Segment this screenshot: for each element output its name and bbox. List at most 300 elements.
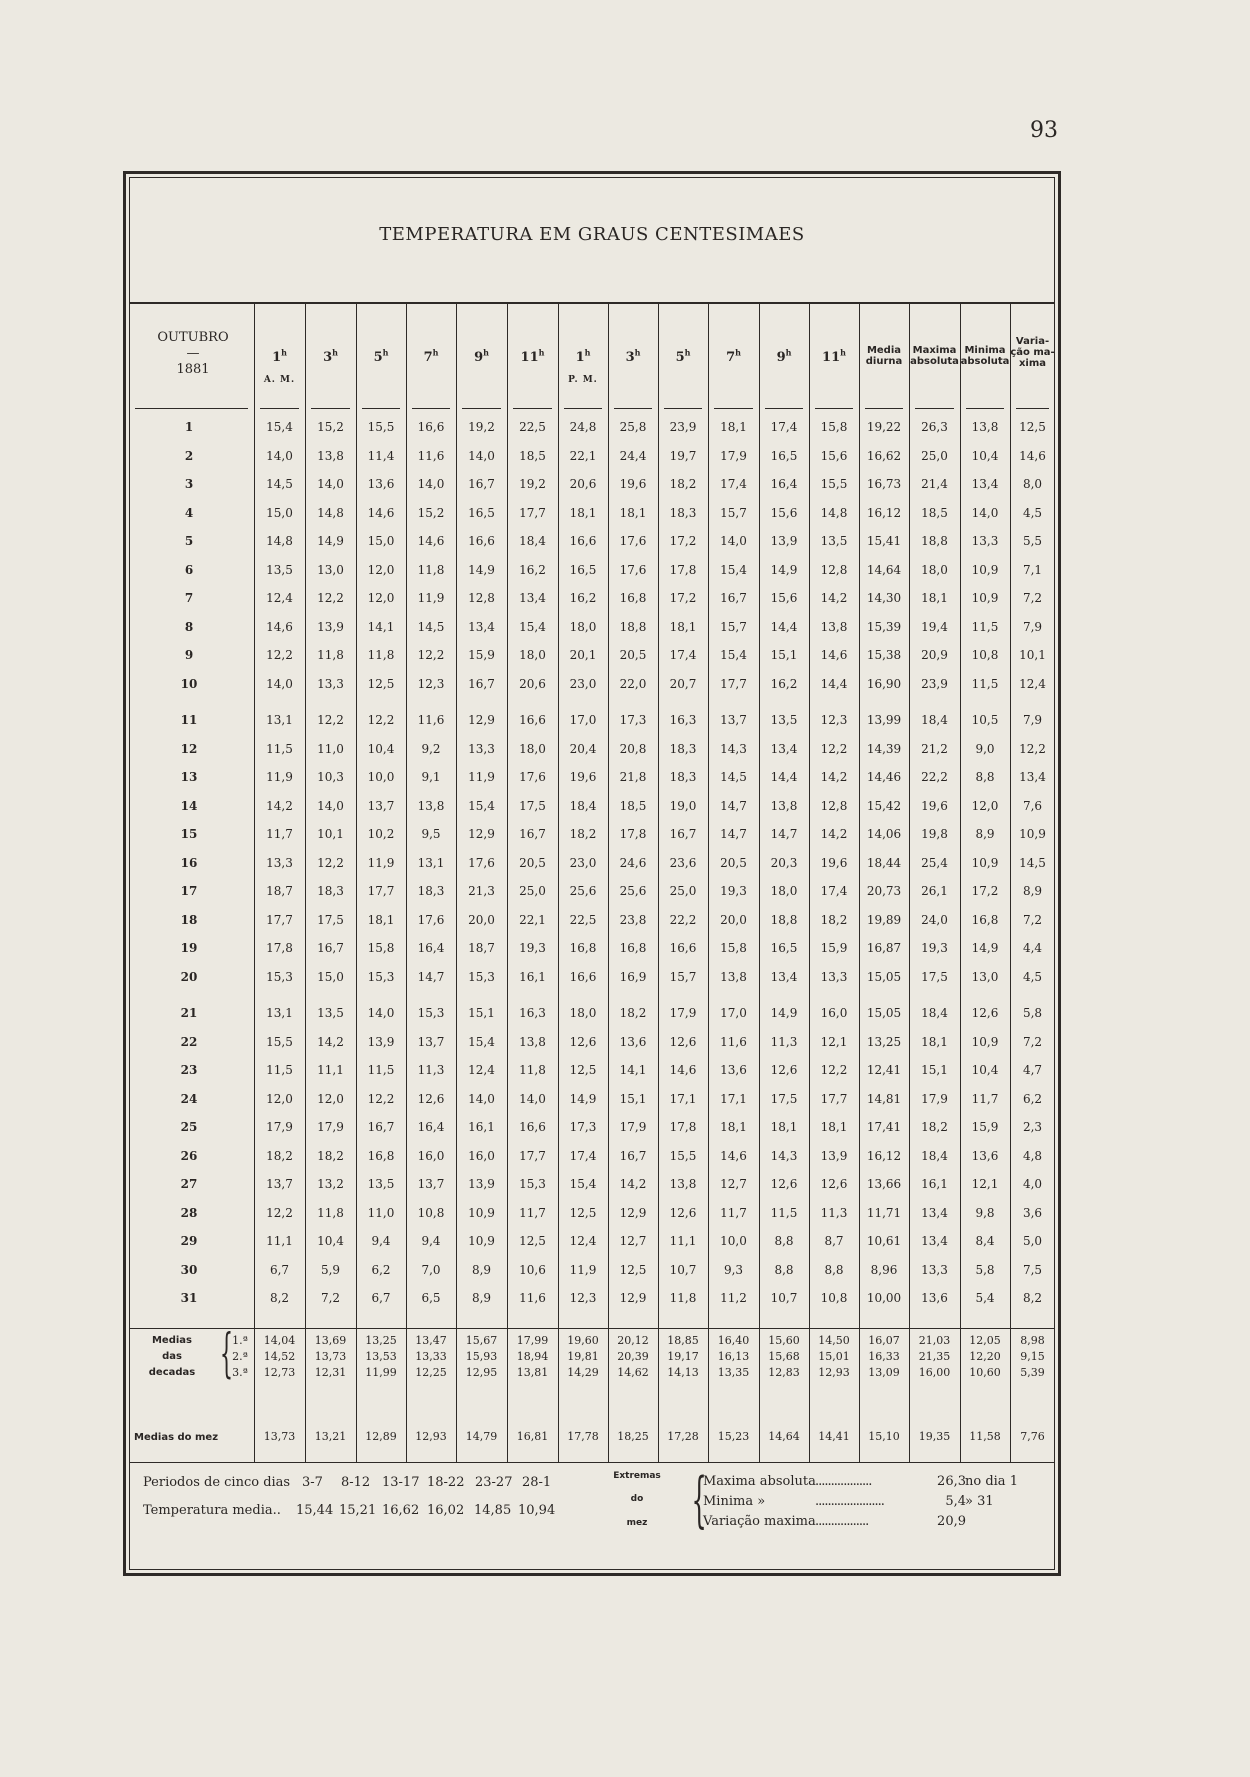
- temperature-value: 18,1: [770, 1120, 798, 1134]
- hour-header: [254, 346, 305, 385]
- extreme-value: 26,3: [937, 1474, 966, 1489]
- temperature-value: 16,7: [367, 1120, 395, 1134]
- extreme-leader: .................: [815, 1514, 869, 1529]
- temperature-value: 19,3: [921, 941, 948, 955]
- temperature-value: 16,5: [770, 941, 798, 955]
- header-bottom-rule: [1016, 408, 1049, 409]
- temperature-value: 23,0: [569, 676, 597, 691]
- temperature-value: 18,2: [820, 912, 848, 927]
- temperature-value: 20,3: [770, 855, 798, 870]
- temperature-value: 10,3: [317, 770, 344, 784]
- temperature-value: 12,8: [820, 798, 848, 813]
- decades-top-rule: [129, 1328, 1055, 1329]
- temperature-value: 10,9: [468, 1234, 495, 1248]
- temperature-value: 14,06: [866, 827, 902, 841]
- header-bottom-rule: [260, 408, 299, 409]
- temperature-value: 11,7: [720, 1205, 747, 1220]
- decade-mean-value: 12,31: [314, 1366, 347, 1379]
- temperature-value: 11,6: [720, 1034, 747, 1049]
- temperature-value: 13,7: [417, 1177, 445, 1191]
- temperature-value: 13,9: [367, 1034, 395, 1049]
- temperature-value: 16,0: [417, 1148, 445, 1163]
- decade-mean-value: 13,33: [415, 1350, 447, 1363]
- temperature-value: 20,73: [866, 884, 902, 898]
- temperature-value: 16,5: [468, 505, 495, 520]
- temperature-value: 12,4: [266, 591, 293, 605]
- temperature-value: 12,6: [770, 1177, 798, 1191]
- temperature-value: 18,2: [266, 1148, 293, 1163]
- hour-header: [456, 346, 507, 375]
- temperature-value: 17,2: [669, 534, 697, 548]
- temperature-value: 13,9: [820, 1148, 848, 1163]
- temperature-value: 20,0: [468, 912, 495, 927]
- decades-label-line: das: [162, 1351, 182, 1362]
- temperature-value: 15,8: [820, 420, 848, 434]
- temperature-value: 12,9: [619, 1205, 647, 1220]
- temperature-value: 12,6: [417, 1091, 445, 1106]
- temperature-value: 18,4: [569, 798, 597, 813]
- hour-suffix: h: [538, 347, 545, 358]
- temperature-value: 18,0: [519, 741, 546, 756]
- temperature-value: 16,8: [619, 941, 647, 955]
- temperature-value: 13,8: [971, 420, 999, 434]
- temperature-value: 18,0: [770, 884, 798, 898]
- header-bottom-rule: [412, 408, 450, 409]
- temperature-value: 11,6: [519, 1291, 546, 1305]
- temperature-value: 15,0: [367, 534, 395, 548]
- temperature-value: 19,3: [519, 941, 546, 955]
- temperature-value: 20,9: [921, 648, 948, 662]
- hour-number: 5: [373, 350, 383, 365]
- hour-suffix: h: [735, 347, 741, 358]
- temperature-value: 13,5: [770, 713, 798, 727]
- decade-mean-value: 12,83: [768, 1366, 800, 1379]
- day-number: 20: [180, 969, 198, 984]
- temperature-value: 9,4: [421, 1234, 441, 1248]
- temperature-value: 8,0: [1022, 477, 1043, 491]
- temperature-value: 26,1: [921, 884, 948, 898]
- temperature-value: 14,0: [468, 448, 495, 463]
- temperature-value: 12,5: [1019, 420, 1046, 434]
- temperature-value: 14,81: [866, 1091, 902, 1106]
- day-number: 5: [184, 534, 194, 548]
- temperature-value: 12,4: [1019, 676, 1046, 691]
- temperature-value: 16,8: [619, 591, 647, 605]
- header-bottom-rule: [564, 408, 602, 409]
- temperature-value: 13,8: [417, 798, 445, 813]
- temperature-value: 18,3: [669, 770, 697, 784]
- temperature-value: 13,0: [971, 969, 999, 984]
- temperature-value: 19,22: [866, 420, 902, 434]
- temperature-value: 10,9: [971, 855, 999, 870]
- temperature-value: 15,0: [317, 969, 344, 984]
- hour-number: 3: [323, 350, 333, 365]
- temperature-value: 14,2: [266, 798, 293, 813]
- temperature-value: 17,9: [921, 1091, 948, 1106]
- temperature-value: 20,6: [569, 477, 597, 491]
- temperature-value: 14,9: [770, 1006, 798, 1020]
- temperature-value: 10,4: [971, 1063, 999, 1077]
- temperature-value: 16,6: [519, 713, 546, 727]
- temperature-value: 14,4: [820, 676, 848, 691]
- temperature-value: 25,8: [619, 420, 647, 434]
- extreme-value: 20,9: [937, 1514, 966, 1529]
- temperature-value: 17,9: [619, 1120, 647, 1134]
- extreme-suffix: no dia 1: [965, 1474, 1018, 1489]
- temperature-value: 12,2: [1019, 741, 1046, 756]
- temperature-value: 15,4: [468, 798, 495, 813]
- temperature-value: 12,6: [669, 1205, 697, 1220]
- temperature-value: 11,8: [417, 562, 445, 577]
- decades-label-line: decadas: [148, 1367, 196, 1378]
- decade-mean-value: 12,20: [969, 1350, 1001, 1363]
- temperature-value: 10,8: [417, 1205, 445, 1220]
- temperature-value: 13,6: [619, 1034, 647, 1049]
- temperature-value: 13,3: [971, 534, 999, 548]
- temperature-value: 9,8: [975, 1205, 995, 1220]
- temperature-value: 16,8: [971, 912, 999, 927]
- temperature-value: 16,6: [417, 420, 445, 434]
- temperature-value: 13,8: [770, 798, 798, 813]
- hour-header: [809, 346, 859, 375]
- temperature-value: 7,9: [1022, 713, 1043, 727]
- temperature-value: 12,3: [820, 713, 848, 727]
- temperature-value: 11,8: [367, 648, 395, 662]
- decade-mean-value: 8,98: [1020, 1334, 1045, 1347]
- header-bottom-rule: [714, 408, 753, 409]
- temperature-value: 18,4: [921, 1148, 948, 1163]
- period-range: 28-1: [522, 1475, 552, 1490]
- temperature-value: 11,7: [266, 827, 293, 841]
- temperature-value: 17,9: [317, 1120, 344, 1134]
- temperature-value: 12,2: [266, 648, 293, 662]
- extremes-brace: {: [691, 1465, 707, 1535]
- temperature-value: 18,3: [317, 884, 344, 898]
- temperature-value: 11,9: [569, 1262, 597, 1277]
- month-header: [140, 330, 246, 378]
- temperature-value: 18,2: [317, 1148, 344, 1163]
- temperature-value: 12,9: [468, 827, 495, 841]
- temperature-value: 7,5: [1022, 1262, 1043, 1277]
- temperature-value: 11,8: [317, 648, 344, 662]
- summary-header-line: absoluta: [910, 356, 959, 367]
- summary-header-line: xima: [1018, 358, 1047, 369]
- temperature-value: 8,2: [269, 1291, 290, 1305]
- temperature-value: 10,7: [770, 1291, 798, 1305]
- hour-suffix: h: [483, 347, 489, 358]
- temperature-value: 15,4: [519, 619, 546, 634]
- decade-mean-value: 20,12: [617, 1334, 649, 1347]
- decade-mean-value: 21,35: [918, 1350, 951, 1363]
- temperature-value: 19,3: [720, 884, 747, 898]
- temperature-value: 15,41: [866, 534, 902, 548]
- decade-mean-value: 13,47: [415, 1334, 447, 1347]
- temperature-value: 7,2: [1022, 912, 1043, 927]
- temperature-value: 14,1: [619, 1063, 647, 1077]
- day-number: 12: [180, 741, 198, 756]
- temperature-value: 13,3: [921, 1262, 948, 1277]
- header-top-rule: [129, 302, 1055, 304]
- decade-mean-value: 19,60: [567, 1334, 599, 1347]
- temperature-value: 18,44: [866, 855, 902, 870]
- temperature-value: 17,5: [770, 1091, 798, 1106]
- temperature-value: 16,7: [619, 1148, 647, 1163]
- temperature-value: 15,1: [770, 648, 798, 662]
- temperature-value: 17,7: [820, 1091, 848, 1106]
- temperature-value: 10,4: [367, 741, 395, 756]
- period-range: 3-7: [302, 1475, 323, 1490]
- temperature-value: 20,6: [519, 676, 546, 691]
- temperature-value: 11,3: [417, 1063, 445, 1077]
- temperature-value: 13,9: [468, 1177, 495, 1191]
- day-number: 11: [180, 713, 198, 727]
- hour-header: [406, 346, 456, 375]
- extreme-label: Variação maxima: [703, 1514, 816, 1529]
- month-mean-value: 12,93: [415, 1430, 447, 1443]
- summary-header: [859, 345, 909, 367]
- decade-mean-value: 16,40: [717, 1334, 750, 1347]
- temperature-value: 16,6: [569, 969, 597, 984]
- temperature-value: 8,4: [975, 1234, 995, 1248]
- hour-number: 9: [474, 350, 484, 365]
- decade-mean-value: 14,52: [263, 1350, 296, 1363]
- temperature-value: 17,4: [569, 1148, 597, 1163]
- temperature-value: 6,7: [269, 1262, 290, 1277]
- temperature-value: 14,9: [569, 1091, 597, 1106]
- temperature-value: 13,3: [266, 855, 293, 870]
- hour-number: 11: [520, 350, 539, 365]
- temperature-value: 19,2: [468, 420, 495, 434]
- temperature-value: 19,2: [519, 477, 546, 491]
- header-bottom-rule: [462, 408, 501, 409]
- temperature-value: 19,7: [669, 448, 697, 463]
- hour-header: [658, 346, 708, 375]
- temperature-value: 14,5: [1019, 855, 1046, 870]
- summary-header: [909, 345, 960, 367]
- temperature-value: 14,7: [770, 827, 798, 841]
- temperature-value: 16,0: [820, 1006, 848, 1020]
- decade-mean-value: 16,07: [868, 1334, 900, 1347]
- decade-mean-value: 12,95: [465, 1366, 498, 1379]
- extreme-label: Maxima absoluta: [703, 1474, 816, 1489]
- temperature-value: 15,8: [367, 941, 395, 955]
- temperature-value: 22,5: [519, 420, 546, 434]
- temperature-value: 13,3: [468, 741, 495, 756]
- hour-header: [708, 346, 759, 375]
- month-year: 1881: [176, 362, 210, 377]
- temperature-value: 16,3: [519, 1006, 546, 1020]
- period-temperature: 15,44: [296, 1503, 334, 1518]
- temperature-value: 7,0: [421, 1262, 441, 1277]
- decade-mean-value: 15,68: [768, 1350, 800, 1363]
- temperature-value: 24,8: [569, 420, 597, 434]
- temperature-value: 10,6: [519, 1262, 546, 1277]
- temperature-value: 18,5: [619, 798, 647, 813]
- day-number: 1: [184, 420, 194, 434]
- day-number: 14: [180, 798, 198, 813]
- hour-header: [608, 346, 658, 375]
- temperature-value: 13,2: [317, 1177, 344, 1191]
- temperature-value: 13,8: [669, 1177, 697, 1191]
- temperature-value: 14,9: [468, 562, 495, 577]
- temperature-value: 14,9: [317, 534, 344, 548]
- temperature-value: 8,8: [774, 1234, 794, 1248]
- table-title: TEMPERATURA EM GRAUS CENTESIMAES: [379, 224, 805, 245]
- temperature-value: 15,3: [417, 1006, 445, 1020]
- temperature-value: 13,7: [720, 713, 747, 727]
- temperature-value: 16,6: [569, 534, 597, 548]
- temperature-value: 20,7: [669, 676, 697, 691]
- temperature-value: 12,4: [468, 1063, 495, 1077]
- temperature-value: 18,1: [569, 505, 597, 520]
- temperature-value: 5,8: [1022, 1006, 1043, 1020]
- day-number: 18: [180, 912, 198, 927]
- period-range: 23-27: [475, 1475, 513, 1490]
- temperature-value: 17,0: [720, 1006, 747, 1020]
- temperature-value: 17,2: [971, 884, 999, 898]
- temperature-value: 15,6: [770, 591, 798, 605]
- decades-label-line: Medias: [151, 1335, 193, 1346]
- temperature-value: 9,4: [371, 1234, 391, 1248]
- temperature-value: 11,1: [266, 1234, 293, 1248]
- temperature-value: 6,2: [1022, 1091, 1043, 1106]
- temperature-value: 13,4: [971, 477, 999, 491]
- temperature-value: 16,6: [468, 534, 495, 548]
- temperature-value: 3,6: [1022, 1205, 1043, 1220]
- temperature-value: 12,6: [971, 1006, 999, 1020]
- temperature-value: 10,9: [971, 1034, 999, 1049]
- temperature-value: 14,0: [468, 1091, 495, 1106]
- month-name: OUTUBRO: [157, 330, 229, 345]
- month-mean-value: 13,73: [263, 1430, 296, 1443]
- temperature-value: 12,5: [367, 676, 395, 691]
- temperature-value: 14,6: [367, 505, 395, 520]
- decade-mean-value: 21,03: [918, 1334, 951, 1347]
- day-number: 16: [180, 855, 198, 870]
- temperature-value: 15,3: [519, 1177, 546, 1191]
- decade-mean-value: 19,17: [667, 1350, 699, 1363]
- temperature-value: 10,5: [971, 713, 999, 727]
- temperature-value: 20,5: [720, 855, 747, 870]
- temperature-value: 12,1: [820, 1034, 848, 1049]
- temperature-value: 13,9: [317, 619, 344, 634]
- temperature-value: 18,0: [569, 619, 597, 634]
- temperature-value: 18,2: [921, 1120, 948, 1134]
- temperature-value: 15,4: [468, 1034, 495, 1049]
- temperature-value: 12,2: [317, 591, 344, 605]
- temperature-value: 8,2: [1022, 1291, 1043, 1305]
- temperature-value: 9,2: [421, 741, 441, 756]
- period-range: 8-12: [341, 1475, 371, 1490]
- temperature-value: 22,2: [921, 770, 948, 784]
- table-bottom-rule: [129, 1462, 1055, 1463]
- temperature-value: 20,5: [519, 855, 546, 870]
- decade-mean-value: 5,39: [1020, 1366, 1045, 1379]
- temperature-value: 14,6: [720, 1148, 747, 1163]
- hour-number: 5: [675, 350, 685, 365]
- day-number: 21: [180, 1006, 198, 1020]
- day-number: 30: [180, 1262, 198, 1277]
- temperature-value: 12,2: [417, 648, 445, 662]
- temperature-value: 25,0: [519, 884, 546, 898]
- temperature-value: 12,9: [468, 713, 495, 727]
- temperature-value: 10,1: [317, 827, 344, 841]
- temperature-value: 13,8: [720, 969, 747, 984]
- temperature-value: 15,7: [720, 619, 747, 634]
- temperature-value: 14,8: [317, 505, 344, 520]
- hour-suffix: h: [684, 347, 691, 358]
- temperature-value: 7,9: [1022, 619, 1043, 634]
- temperature-value: 16,7: [317, 941, 344, 955]
- temperature-value: 11,9: [367, 855, 395, 870]
- temperature-value: 12,5: [519, 1234, 546, 1248]
- temperature-value: 20,8: [619, 741, 647, 756]
- extremes-label-3: mez: [626, 1518, 648, 1528]
- temperature-value: 11,8: [519, 1063, 546, 1077]
- day-number: 22: [180, 1034, 198, 1049]
- temperature-value: 5,9: [320, 1262, 341, 1277]
- temperature-value: 14,6: [669, 1063, 697, 1077]
- temperature-value: 16,1: [468, 1120, 495, 1134]
- temperature-value: 18,2: [569, 827, 597, 841]
- temperature-value: 18,0: [569, 1006, 597, 1020]
- temperature-value: 19,8: [921, 827, 948, 841]
- header-bottom-rule: [362, 408, 400, 409]
- day-number: 29: [180, 1234, 198, 1248]
- decade-mean-value: 19,81: [567, 1350, 599, 1363]
- temperature-value: 6,7: [371, 1291, 391, 1305]
- temperature-value: 14,0: [367, 1006, 395, 1020]
- temperature-value: 11,0: [317, 741, 344, 756]
- temperature-value: 17,6: [619, 562, 647, 577]
- temperature-value: 11,8: [317, 1205, 344, 1220]
- temperature-value: 13,4: [468, 619, 495, 634]
- hour-suffix: h: [840, 347, 846, 358]
- temperature-value: 10,4: [317, 1234, 344, 1248]
- month-mean-value: 19,35: [918, 1430, 951, 1443]
- temperature-value: 11,5: [770, 1205, 798, 1220]
- temperature-value: 17,4: [720, 477, 747, 491]
- decade-mean-value: 15,93: [465, 1350, 498, 1363]
- decade-mean-value: 18,94: [516, 1350, 549, 1363]
- temperature-value: 16,7: [468, 676, 495, 691]
- decade-mean-value: 14,62: [617, 1366, 649, 1379]
- temperature-value: 16,4: [417, 941, 445, 955]
- decade-mean-value: 13,73: [314, 1350, 347, 1363]
- temperature-value: 17,9: [669, 1006, 697, 1020]
- temperature-value: 18,0: [519, 648, 546, 662]
- day-number: 4: [184, 505, 194, 520]
- temperature-value: 17,8: [669, 1120, 697, 1134]
- temperature-value: 12,2: [317, 855, 344, 870]
- temperature-value: 23,8: [619, 912, 647, 927]
- temperature-value: 14,6: [417, 534, 445, 548]
- temperature-value: 20,0: [720, 912, 747, 927]
- temperature-value: 11,7: [971, 1091, 999, 1106]
- temperature-value: 18,8: [770, 912, 798, 927]
- temperature-value: 16,7: [720, 591, 747, 605]
- month-mean-value: 13,21: [314, 1430, 347, 1443]
- temperature-value: 4,4: [1022, 941, 1043, 955]
- day-number: 27: [180, 1177, 198, 1191]
- temperature-value: 14,2: [619, 1177, 647, 1191]
- temperature-value: 14,3: [720, 741, 747, 756]
- extremes-label-1: Extremas: [613, 1471, 661, 1481]
- month-mean-value: 14,64: [768, 1430, 800, 1443]
- temperature-value: 18,4: [921, 1006, 948, 1020]
- hour-suffix: h: [785, 347, 792, 358]
- temperature-value: 13,6: [921, 1291, 948, 1305]
